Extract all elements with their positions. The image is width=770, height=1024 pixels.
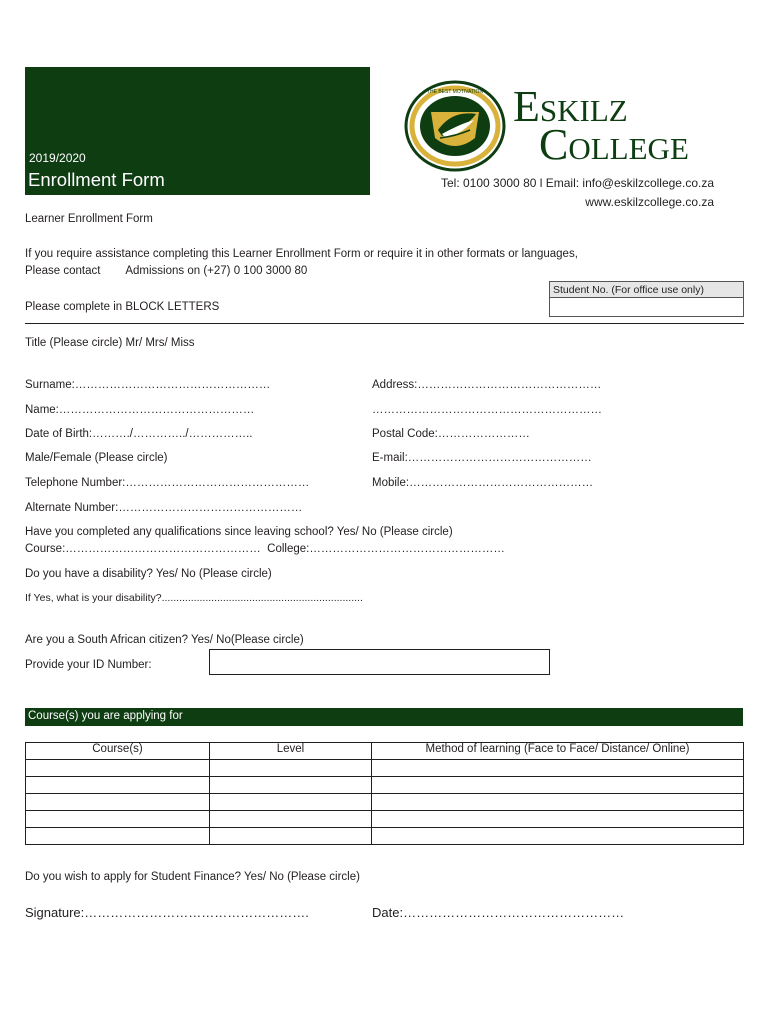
table-row[interactable] [26, 777, 744, 794]
qualifications-question[interactable]: Have you completed any qualifications since leaving school? Yes/ No (Please circle) [25, 526, 453, 538]
citizen-question[interactable]: Are you a South African citizen? Yes/ No(Please circle) [25, 634, 304, 646]
course-cell[interactable] [26, 794, 210, 811]
header-banner [25, 67, 370, 195]
course-cell[interactable] [26, 777, 210, 794]
courses-section-bar [25, 708, 743, 726]
courses-table [25, 742, 744, 845]
postal-code-field[interactable]: Postal Code:…………………… [372, 428, 530, 440]
id-number-input[interactable] [209, 649, 550, 675]
level-cell[interactable] [210, 777, 372, 794]
address-line2-field[interactable]: …………………………………………………… [372, 404, 602, 416]
course-college-field[interactable]: Course:…………………………………………… College:…………………………………………… [25, 543, 505, 555]
table-header-row [26, 743, 744, 760]
mobile-field[interactable]: Mobile:………………………………………… [372, 477, 594, 489]
gender-field[interactable]: Male/Female (Please circle) [25, 452, 168, 464]
method-cell[interactable] [372, 777, 744, 794]
level-cell[interactable] [210, 811, 372, 828]
level-cell[interactable] [210, 828, 372, 845]
date-field[interactable]: Date:…………………………………………… [372, 905, 625, 920]
name-field[interactable]: Name:…………………………………………… [25, 404, 255, 416]
id-number-label: Provide your ID Number: [25, 659, 152, 671]
level-cell[interactable] [210, 760, 372, 777]
signature-field[interactable]: Signature:……………………………………………. [25, 905, 309, 920]
date-of-birth-field[interactable]: Date of Birth:………./…………../…………….. [25, 428, 253, 440]
column-header-method: Method of learning (Face to Face/ Distance/ Online) [372, 743, 744, 760]
column-header-level: Level [210, 743, 372, 760]
table-row[interactable] [26, 811, 744, 828]
telephone-field[interactable]: Telephone Number:………………………………………… [25, 477, 310, 489]
column-header-courses: Course(s) [26, 743, 210, 760]
admissions-contact: Please contact Admissions on (+27) 0 100 3000 80 [25, 265, 308, 277]
table-row[interactable] [26, 828, 744, 845]
college-seal-icon [404, 80, 506, 172]
divider [25, 323, 744, 324]
course-cell[interactable] [26, 760, 210, 777]
alternate-number-field[interactable]: Alternate Number:………………………………………… [25, 502, 303, 514]
table-row[interactable] [26, 794, 744, 811]
method-cell[interactable] [372, 828, 744, 845]
assistance-text: If you require assistance completing this Learner Enrollment Form or require it in other formats or languages, [25, 248, 578, 260]
method-cell[interactable] [372, 760, 744, 777]
college-logo-wordmark: ESKILZ COLLEGE [513, 82, 689, 169]
email-field[interactable]: E-mail:………………………………………… [372, 452, 592, 464]
form-title: Enrollment Form [28, 169, 165, 190]
surname-field[interactable]: Surname:…………………………………………… [25, 379, 271, 391]
method-cell[interactable] [372, 794, 744, 811]
courses-section-title: Course(s) you are applying for [28, 710, 183, 722]
contact-tel-email: Tel: 0100 3000 80 l Email: info@eskilzcollege.co.za [441, 176, 714, 190]
contact-website: www.eskilzcollege.co.za [585, 195, 714, 209]
disability-question[interactable]: Do you have a disability? Yes/ No (Please circle) [25, 568, 272, 580]
disability-details-field[interactable]: If Yes, what is your disability?..................................................................... [25, 592, 363, 604]
course-cell[interactable] [26, 828, 210, 845]
address-field[interactable]: Address:………………………………………… [372, 379, 602, 391]
course-cell[interactable] [26, 811, 210, 828]
student-number-label: Student No. (For office use only) [550, 282, 743, 298]
block-letters-note: Please complete in BLOCK LETTERS [25, 301, 220, 313]
student-finance-question[interactable]: Do you wish to apply for Student Finance? Yes/ No (Please circle) [25, 871, 360, 883]
svg-text:THE BEST MOTIVATION: THE BEST MOTIVATION [426, 89, 484, 95]
table-row[interactable] [26, 760, 744, 777]
section-heading: Learner Enrollment Form [25, 213, 153, 225]
method-cell[interactable] [372, 811, 744, 828]
academic-year: 2019/2020 [29, 151, 86, 165]
level-cell[interactable] [210, 794, 372, 811]
title-field[interactable]: Title (Please circle) Mr/ Mrs/ Miss [25, 337, 195, 349]
student-number-box[interactable] [549, 281, 744, 317]
